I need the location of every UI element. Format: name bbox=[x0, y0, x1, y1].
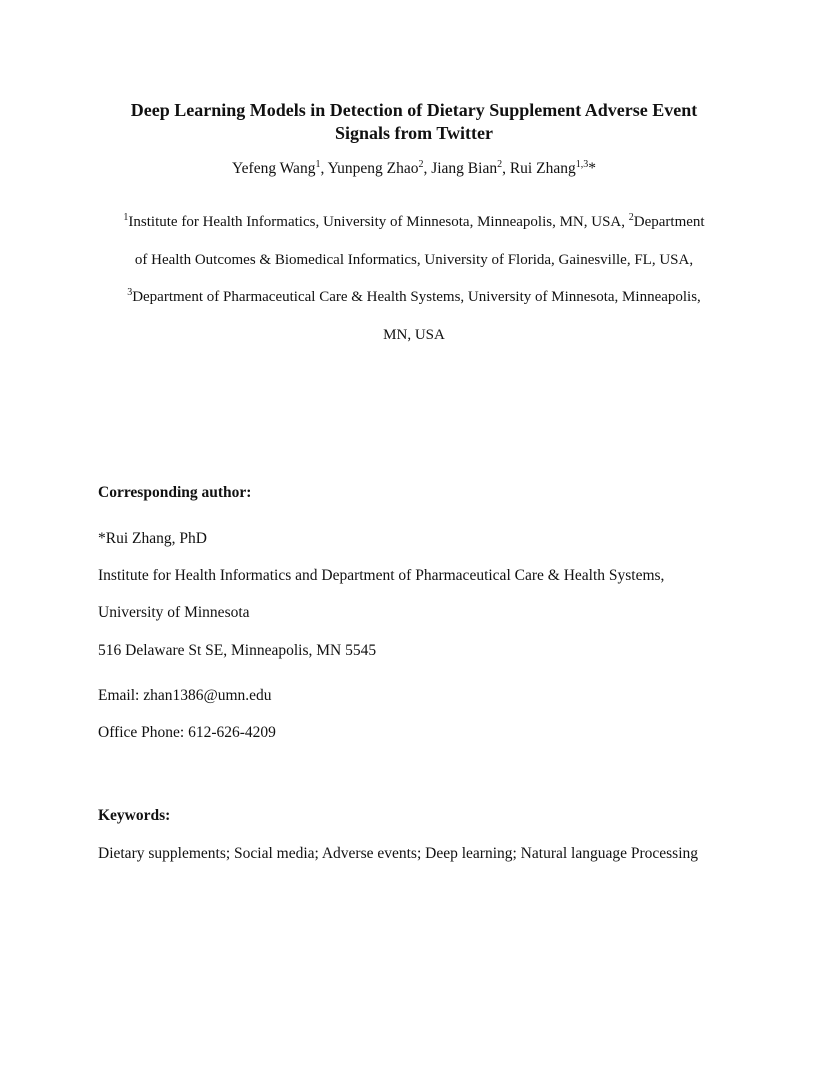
corresponding-author-department: Institute for Health Informatics and Department of Pharmaceutical Care & Health Systems, bbox=[98, 567, 665, 584]
affiliation-line-1 bbox=[0, 214, 828, 231]
corresponding-mark: * bbox=[588, 160, 596, 177]
affiliation-text: Institute for Health Informatics, University of Minnesota, Minneapolis, MN, USA, bbox=[128, 214, 629, 230]
author-affiliation-mark: 2 bbox=[497, 158, 503, 170]
affiliation-mark: 3 bbox=[127, 287, 133, 298]
affiliation-line-2: of Health Outcomes & Biomedical Informatics, University of Florida, Gainesville, FL, USA, bbox=[134, 252, 694, 268]
paper-title-line-2: Signals from Twitter bbox=[335, 123, 493, 143]
affiliation-mark: 1 bbox=[123, 212, 129, 223]
author-affiliation-mark: 2 bbox=[418, 158, 424, 170]
author-name: Yunpeng Zhao bbox=[327, 160, 419, 177]
author-separator: , bbox=[502, 160, 510, 177]
affiliation-text: Department of Pharmaceutical Care & Health Systems, University of Minnesota, Minneapolis, bbox=[132, 289, 701, 305]
corresponding-author-name: *Rui Zhang, PhD bbox=[98, 530, 207, 547]
corresponding-author-email: Email: zhan1386@umn.edu bbox=[98, 687, 272, 704]
author-name: Jiang Bian bbox=[431, 160, 498, 177]
affiliation-text: Department bbox=[633, 214, 705, 230]
author-affiliation-mark: 1 bbox=[315, 158, 321, 170]
corresponding-author-university: University of Minnesota bbox=[98, 604, 250, 621]
author-name: Rui Zhang bbox=[509, 160, 576, 177]
author-affiliation-mark: 1,3 bbox=[575, 158, 589, 170]
author-separator: , bbox=[320, 160, 328, 177]
corresponding-author-heading: Corresponding author: bbox=[98, 484, 252, 501]
affiliation-line-3 bbox=[0, 289, 828, 306]
corresponding-author-address: 516 Delaware St SE, Minneapolis, MN 5545 bbox=[98, 642, 377, 659]
author-list bbox=[0, 160, 828, 178]
affiliation-line-4: MN, USA bbox=[383, 327, 445, 343]
keywords-heading: Keywords: bbox=[98, 807, 171, 824]
author-separator: , bbox=[423, 160, 432, 177]
keywords-list: Dietary supplements; Social media; Adverse events; Deep learning; Natural language Processing bbox=[98, 845, 699, 862]
paper-title-line-1: Deep Learning Models in Detection of Dietary Supplement Adverse Event bbox=[130, 100, 698, 120]
affiliation-mark: 2 bbox=[628, 212, 634, 223]
corresponding-author-phone: Office Phone: 612-626-4209 bbox=[98, 724, 276, 741]
author-name: Yefeng Wang bbox=[232, 160, 316, 177]
